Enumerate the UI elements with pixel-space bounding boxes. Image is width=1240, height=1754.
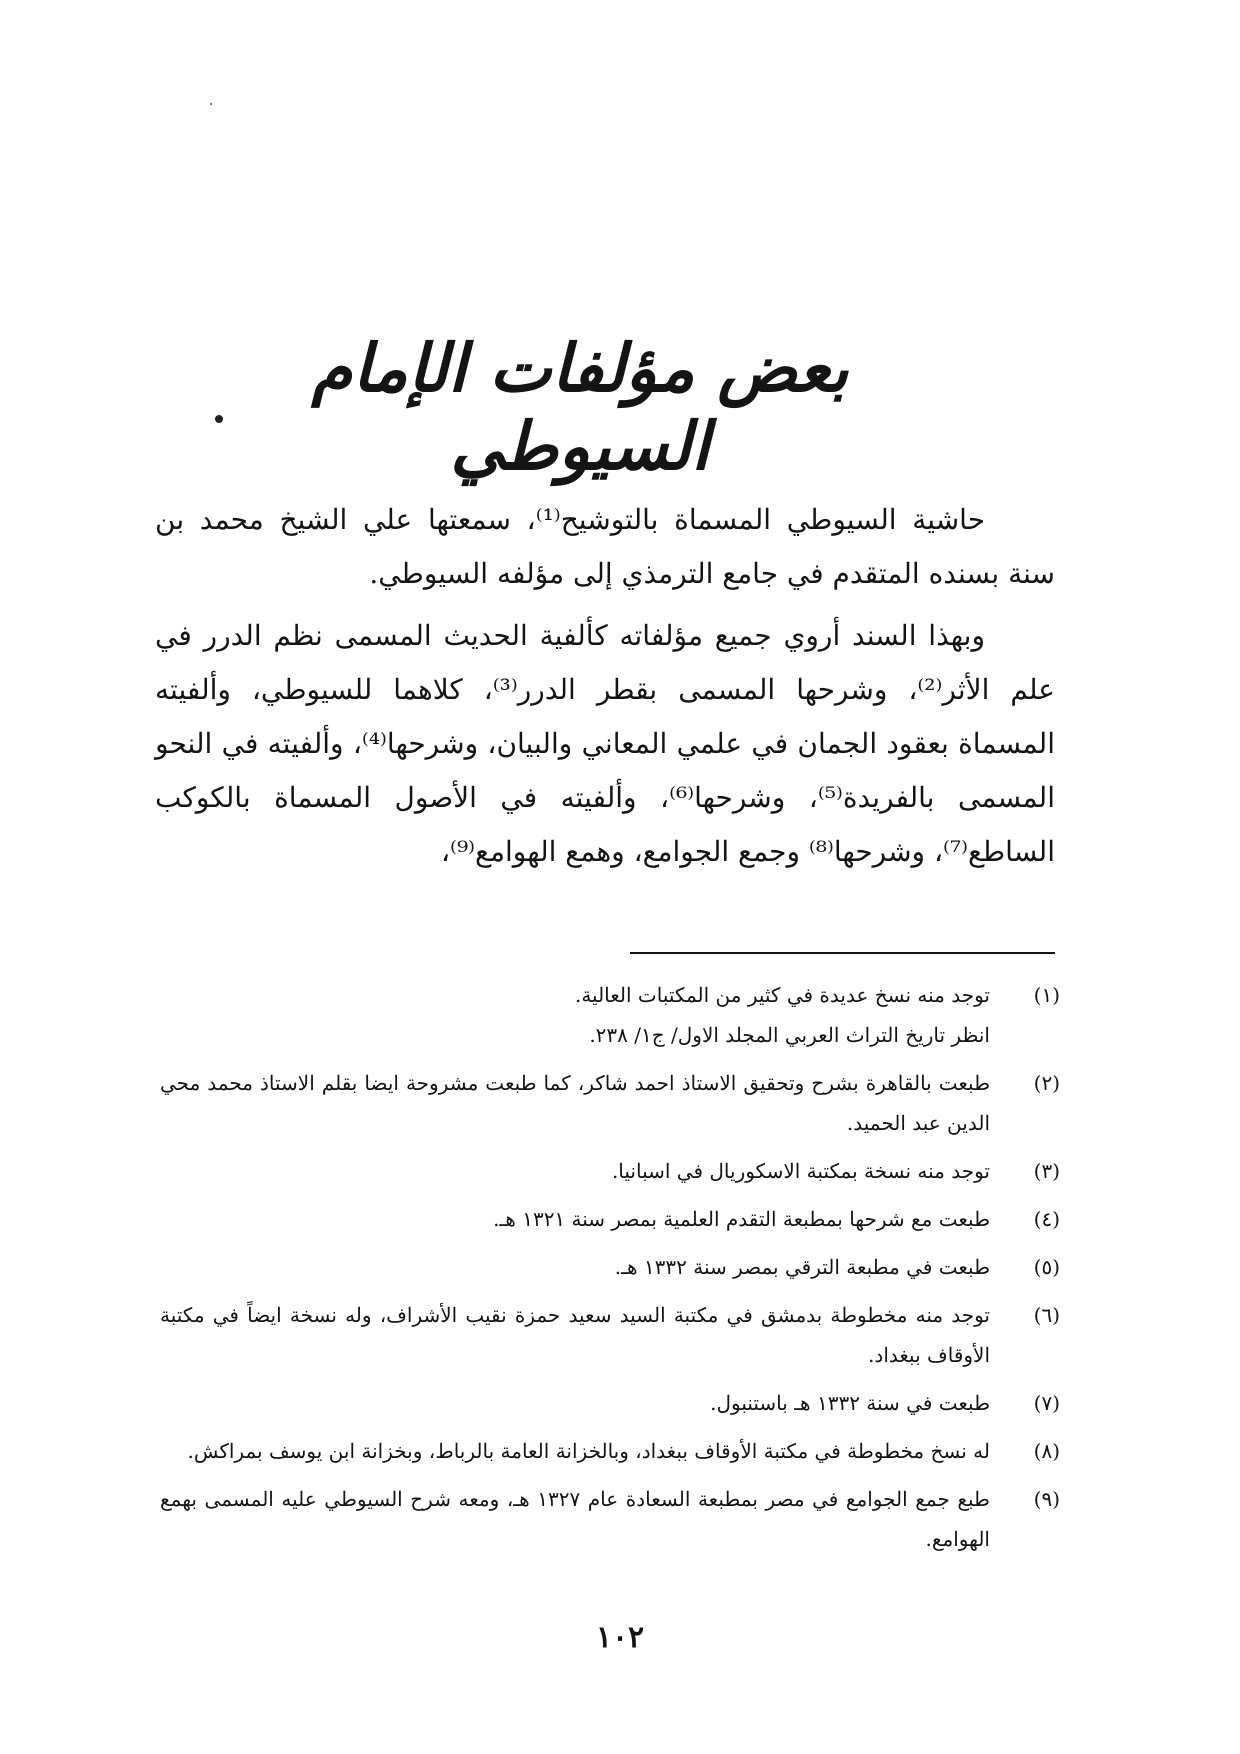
footnote-number: (٣) <box>1033 1159 1060 1183</box>
footnote-item <box>160 1479 1060 1559</box>
footnote-text <box>160 1199 990 1239</box>
footnote-text <box>160 1151 990 1191</box>
footnote-line: توجد منه مخطوطة بدمشق في مكتبة السيد سعيد حمزة نقيب الأشراف، وله نسخة ايضاً في مكتبة الأوقاف ببغداد. <box>160 1303 990 1367</box>
footnote-number: (٩) <box>1033 1487 1060 1511</box>
body-paragraph: حاشية السيوطي المسماة بالتوشيح⁽¹⁾، سمعتها علي الشيخ محمد بن سنة بسنده المتقدم في جامع الترمذي إلى مؤلفه السيوطي. <box>155 503 1055 590</box>
footnotes-list <box>160 975 1060 1559</box>
footnote-divider <box>630 952 1055 954</box>
footnote-line: توجد منه نسخة بمكتبة الاسكوريال في اسبانيا. <box>611 1159 990 1183</box>
footnote-line: توجد منه نسخ عديدة في كثير من المكتبات العالية. <box>574 983 990 1007</box>
page-number: ١٠٢ <box>595 1620 645 1655</box>
footnote-line: انظر تاريخ التراث العربي المجلد الاول/ ج١/ ٢٣٨. <box>589 1023 990 1047</box>
footnote-number: (٢) <box>1033 1071 1060 1095</box>
footnote-number: (٤) <box>1033 1207 1060 1231</box>
footnote-line: طبعت بالقاهرة بشرح وتحقيق الاستاذ احمد شاكر، كما طبعت مشروحة ايضا بقلم الاستاذ محمد محي الدين عبد الحميد. <box>160 1071 990 1135</box>
footnote-item <box>160 1199 1060 1239</box>
footnote-text <box>160 1479 990 1559</box>
body-text <box>155 493 1055 879</box>
footnote-text <box>160 1383 990 1423</box>
footnote-line: طبعت مع شرحها بمطبعة التقدم العلمية بمصر سنة ١٣٢١ هـ. <box>493 1207 990 1231</box>
footnote-number: (١) <box>1033 983 1060 1007</box>
ornament-dot <box>215 415 223 423</box>
footnote-number: (٥) <box>1033 1255 1060 1279</box>
footnote-text <box>160 1247 990 1287</box>
scan-speck <box>210 103 212 105</box>
footnote-line: طبعت في مطبعة الترقي بمصر سنة ١٣٣٢ هـ. <box>614 1255 990 1279</box>
footnote-text <box>160 975 990 1055</box>
footnote-number: (٦) <box>1033 1303 1060 1327</box>
footnote-item <box>160 1063 1060 1143</box>
footnote-text <box>160 1295 990 1375</box>
footnote-text <box>160 1431 990 1471</box>
footnote-item <box>160 1431 1060 1471</box>
footnote-line: طبعت في سنة ١٣٣٢ هـ باستنبول. <box>710 1391 990 1415</box>
page-title: بعض مؤلفات الإمام السيوطي <box>311 329 849 486</box>
footnote-item <box>160 1151 1060 1191</box>
footnote-text <box>160 1063 990 1143</box>
footnote-item <box>160 1247 1060 1287</box>
footnote-number: (٧) <box>1033 1391 1060 1415</box>
footnote-item <box>160 1295 1060 1375</box>
footnote-line: له نسخ مخطوطة في مكتبة الأوقاف ببغداد، وبالخزانة العامة بالرباط، وبخزانة ابن يوسف بمراكش. <box>187 1439 990 1463</box>
footnote-item <box>160 975 1060 1055</box>
body-paragraph: وبهذا السند أروي جميع مؤلفاته كألفية الحديث المسمى نظم الدرر في علم الأثر⁽²⁾، وشرحها المسمى بقطر الدرر⁽³⁾، كلاهما للسيوطي، وألفيته المسماة بعقود الجمان في علمي المعاني والبيان، وشرحها⁽⁴⁾، وألفيته في النحو المسمى بالفريدة⁽⁵⁾، وشرحها⁽⁶⁾، وألفيته في الأصول المسماة بالكوكب الساطع⁽⁷⁾، وشرحها⁽⁸⁾ وجمع الجوامع، وهمع الهوامع⁽⁹⁾، <box>155 619 1055 868</box>
footnote-number: (٨) <box>1033 1439 1060 1463</box>
footnote-line: طبع جمع الجوامع في مصر بمطبعة السعادة عام ١٣٢٧ هـ، ومعه شرح السيوطي عليه المسمى بهمع الهوامع. <box>160 1487 990 1551</box>
footnote-item <box>160 1383 1060 1423</box>
